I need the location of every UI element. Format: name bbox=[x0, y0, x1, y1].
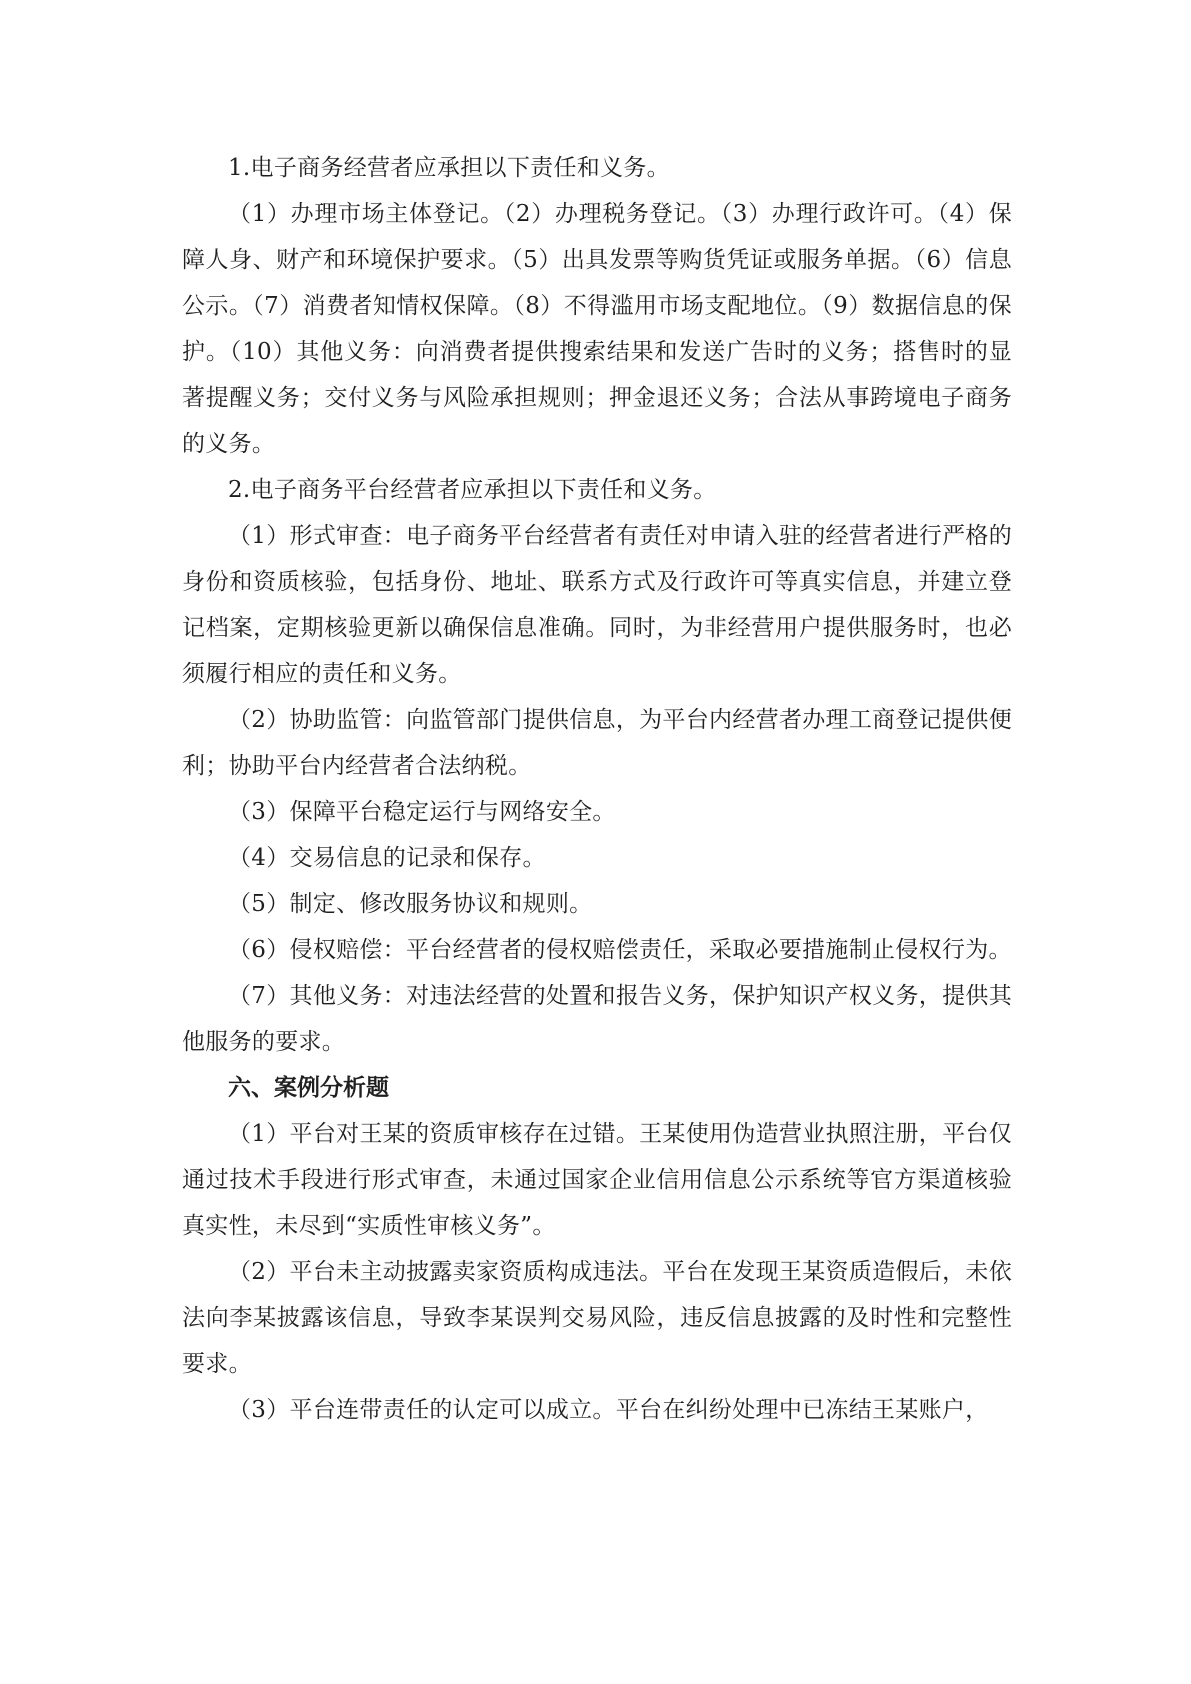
item2-point-1: （1）形式审查：电子商务平台经营者有责任对申请入驻的经营者进行严格的身份和资质核验，包括身份、地址、联系方式及行政许可等真实信息，并建立登记档案，定期核验更新以确保信息准确。同时，为非经营用户提供服务时，也必须履行相应的责任和义务。 bbox=[182, 523, 1012, 687]
item2-point-4: （4）交易信息的记录和保存。 bbox=[228, 845, 546, 871]
case-point-2: （2）平台未主动披露卖家资质构成违法。平台在发现王某资质造假后，未依法向李某披露该信息，导致李某误判交易风险，违反信息披露的及时性和完整性要求。 bbox=[182, 1259, 1012, 1377]
case-point-3: （3）平台连带责任的认定可以成立。平台在纠纷处理中已冻结王某账户， bbox=[228, 1397, 989, 1423]
section-heading: 六、案例分析题 bbox=[228, 1075, 389, 1101]
document-page bbox=[182, 145, 1012, 1433]
item2-title: 2.电子商务平台经营者应承担以下责任和义务。 bbox=[228, 477, 717, 503]
item1-body: （1）办理市场主体登记。（2）办理税务登记。（3）办理行政许可。（4）保障人身、财产和环境保护要求。（5）出具发票等购货凭证或服务单据。（6）信息公示。（7）消费者知情权保障。（8）不得滥用市场支配地位。（9）数据信息的保护。（10）其他义务：向消费者提供搜索结果和发送广告时的义务；搭售时的显著提醒义务；交付义务与风险承担规则；押金退还义务；合法从事跨境电子商务的义务。 bbox=[182, 201, 1012, 457]
case-point-1: （1）平台对王某的资质审核存在过错。王某使用伪造营业执照注册，平台仅通过技术手段进行形式审查，未通过国家企业信用信息公示系统等官方渠道核验真实性，未尽到“实质性审核义务”。 bbox=[182, 1121, 1012, 1239]
item2-point-6: （6）侵权赔偿：平台经营者的侵权赔偿责任，采取必要措施制止侵权行为。 bbox=[228, 937, 1012, 963]
item2-point-2: （2）协助监管：向监管部门提供信息，为平台内经营者办理工商登记提供便利；协助平台内经营者合法纳税。 bbox=[182, 707, 1012, 779]
item2-point-3: （3）保障平台稳定运行与网络安全。 bbox=[228, 799, 616, 825]
item2-point-5: （5）制定、修改服务协议和规则。 bbox=[228, 891, 593, 917]
item2-point-7: （7）其他义务：对违法经营的处置和报告义务，保护知识产权义务，提供其他服务的要求。 bbox=[182, 983, 1012, 1055]
item1-title: 1.电子商务经营者应承担以下责任和义务。 bbox=[228, 155, 670, 181]
